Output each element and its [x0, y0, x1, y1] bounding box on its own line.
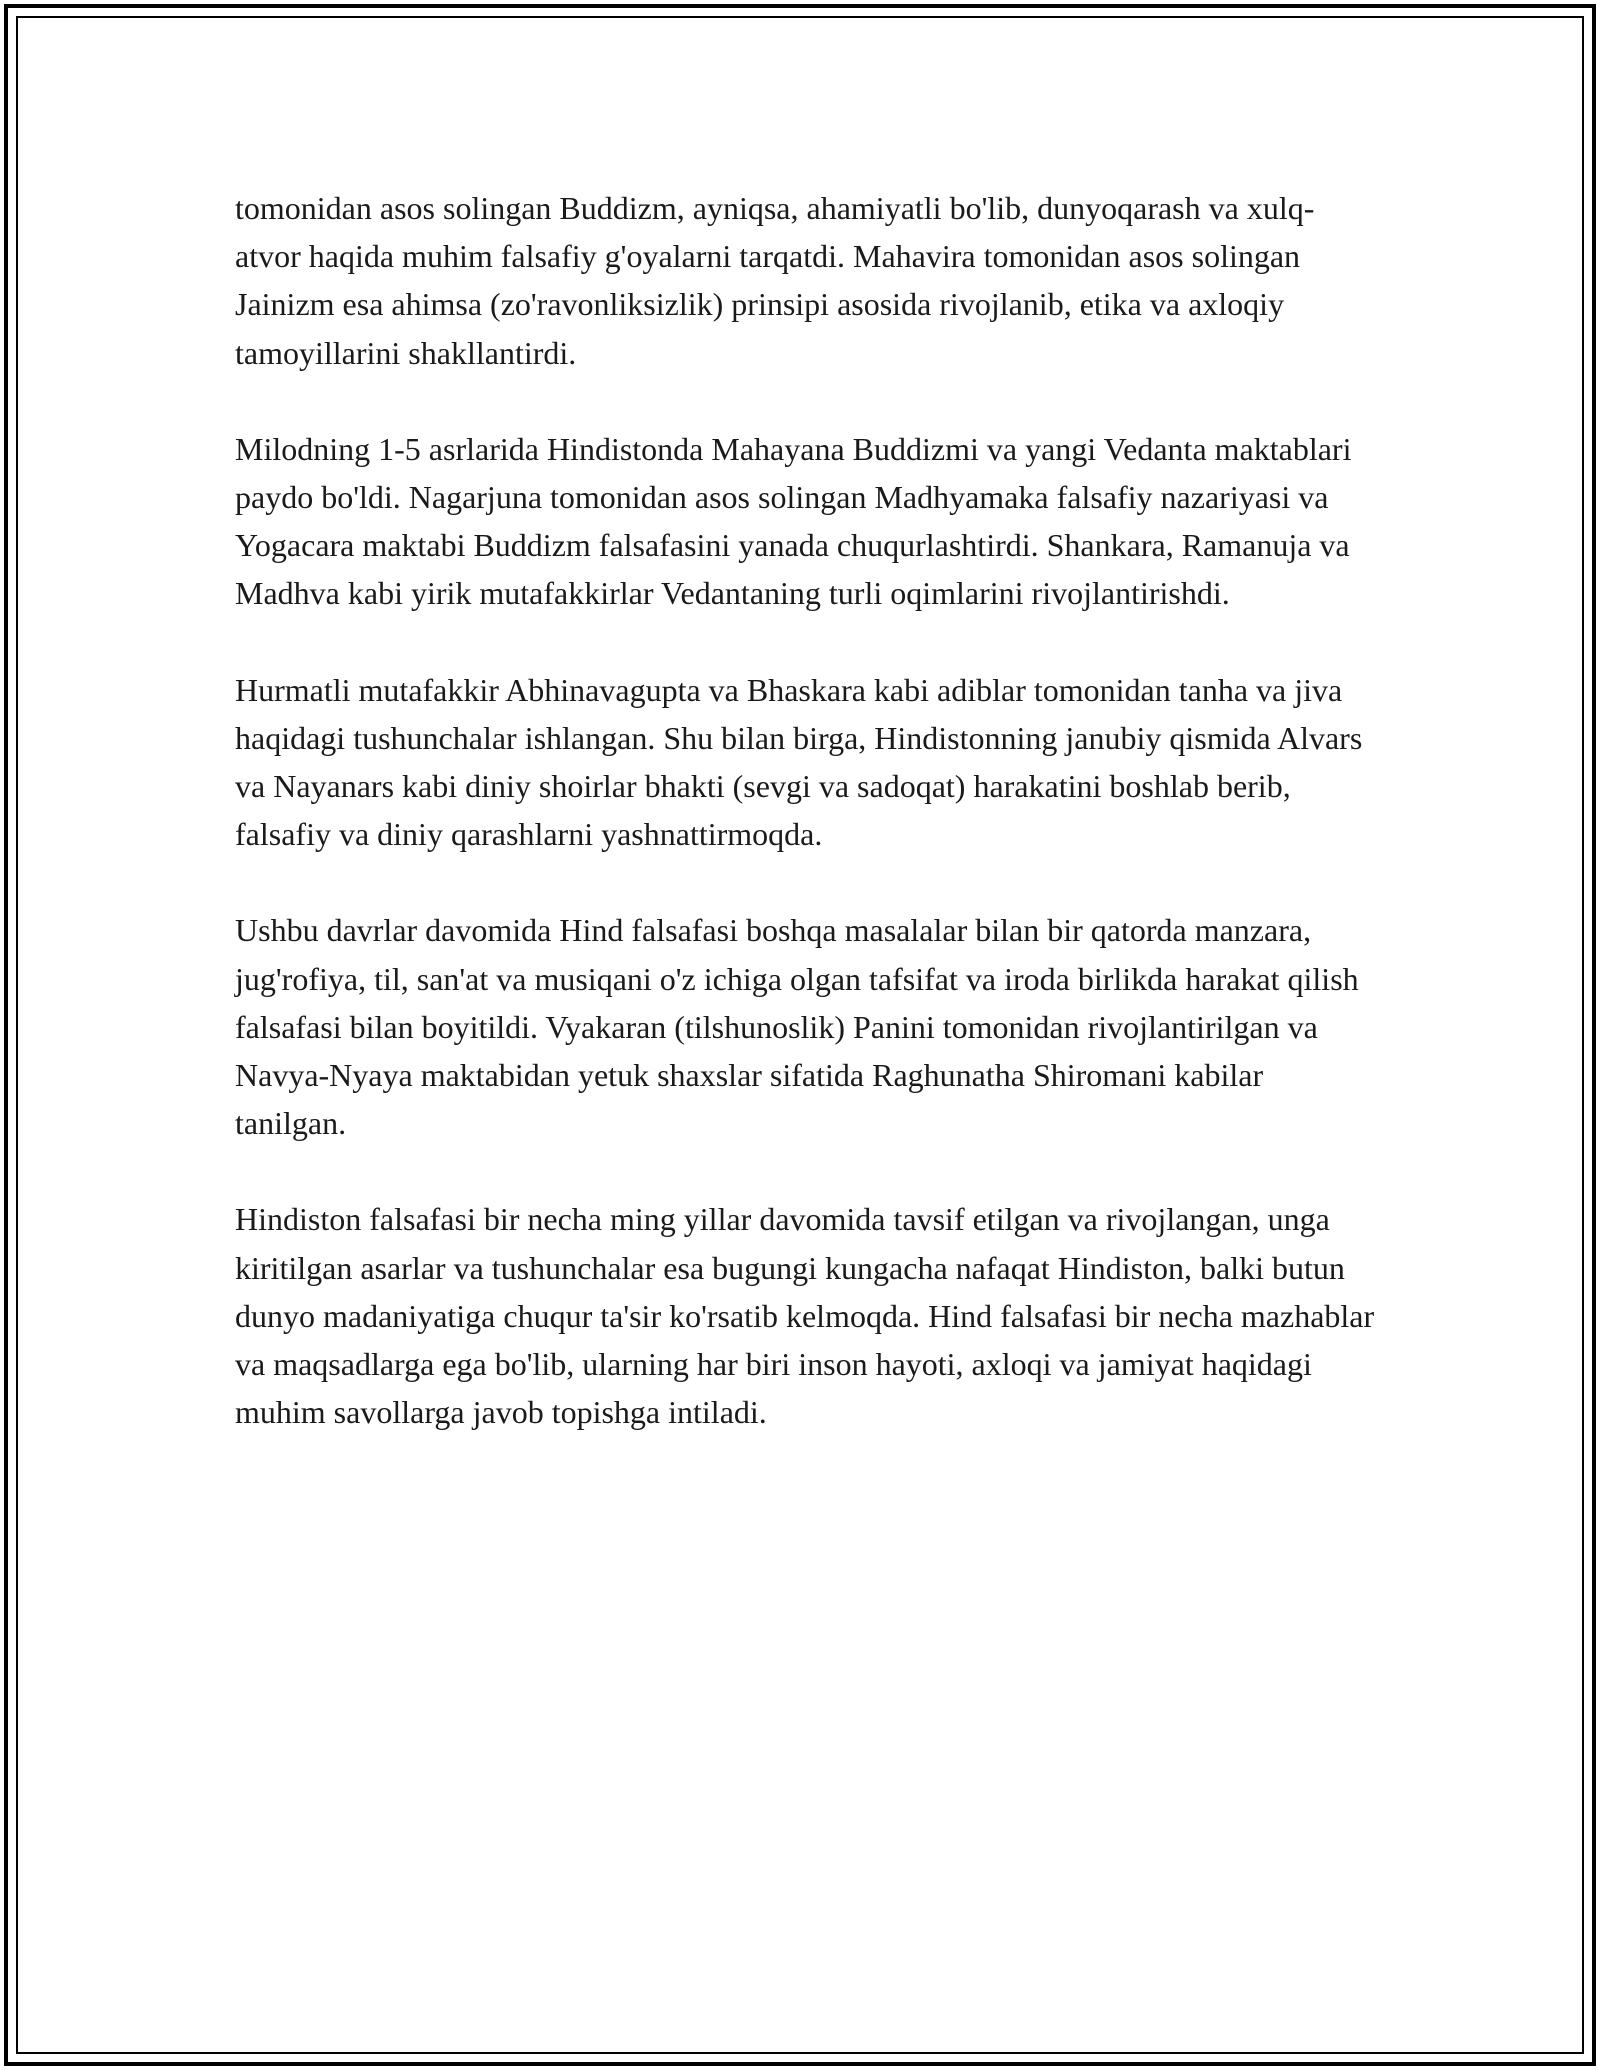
paragraph-mahayana-vedanta: Milodning 1-5 asrlarida Hindistonda Mahayana Buddizmi va yangi Vedanta maktablari paydo bo'ldi. Nagarjuna tomonidan asos solingan Madhyamaka falsafiy nazariyasi va Yogacara maktabi Buddizm falsafasini yanada chuqurlashtirdi. Shankara, Ramanuja va Madhva kabi yirik mutafakkirlar Vedantaning turli oqimlarini rivojlantirishdi.: [235, 430, 1352, 612]
document-body: [235, 184, 1375, 1484]
paragraph-bhakti-movement: Hurmatli mutafakkir Abhinavagupta va Bhaskara kabi adiblar tomonidan tanha va jiva haqidagi tushunchalar ishlangan. Shu bilan birga, Hindistonning janubiy qismida Alvars va Nayanars kabi diniy shoirlar bhakti (sevgi va sadoqat) harakatini boshlab berib, falsafiy va diniy qarashlarni yashnattirmoqda.: [235, 671, 1363, 853]
paragraph-buddhism-jainism: tomonidan asos solingan Buddizm, ayniqsa, ahamiyatli bo'lib, dunyoqarash va xulq-atvor haqida muhim falsafiy g'oyalarni tarqatdi. Mahavira tomonidan asos solingan Jainizm esa ahimsa (zo'ravonliksizlik) prinsipi asosida rivojlanib, etika va axloqiy tamoyillarini shakllantirdi.: [235, 190, 1315, 371]
paragraph-conclusion: Hindiston falsafasi bir necha ming yillar davomida tavsif etilgan va rivojlangan, unga kiritilgan asarlar va tushunchalar esa bugungi kungacha nafaqat Hindiston, balki butun dunyo madaniyatiga chuqur ta'sir ko'rsatib kelmoqda. Hind falsafasi bir necha mazhablar va maqsadlarga ega bo'lib, ularning har biri inson hayoti, axloqi va jamiyat haqidagi muhim savollarga javob topishga intiladi.: [235, 1201, 1375, 1431]
paragraph-vyakaran-nyaya: Ushbu davrlar davomida Hind falsafasi boshqa masalalar bilan bir qatorda manzara, jug'rofiya, til, san'at va musiqani o'z ichiga olgan tafsifat va iroda birlikda harakat qilish falsafasi bilan boyitildi. Vyakaran (tilshunoslik) Panini tomonidan rivojlantirilgan va Navya-Nyaya maktabidan yetuk shaxslar sifatida Raghunatha Shiromani kabilar tanilgan.: [235, 912, 1359, 1142]
